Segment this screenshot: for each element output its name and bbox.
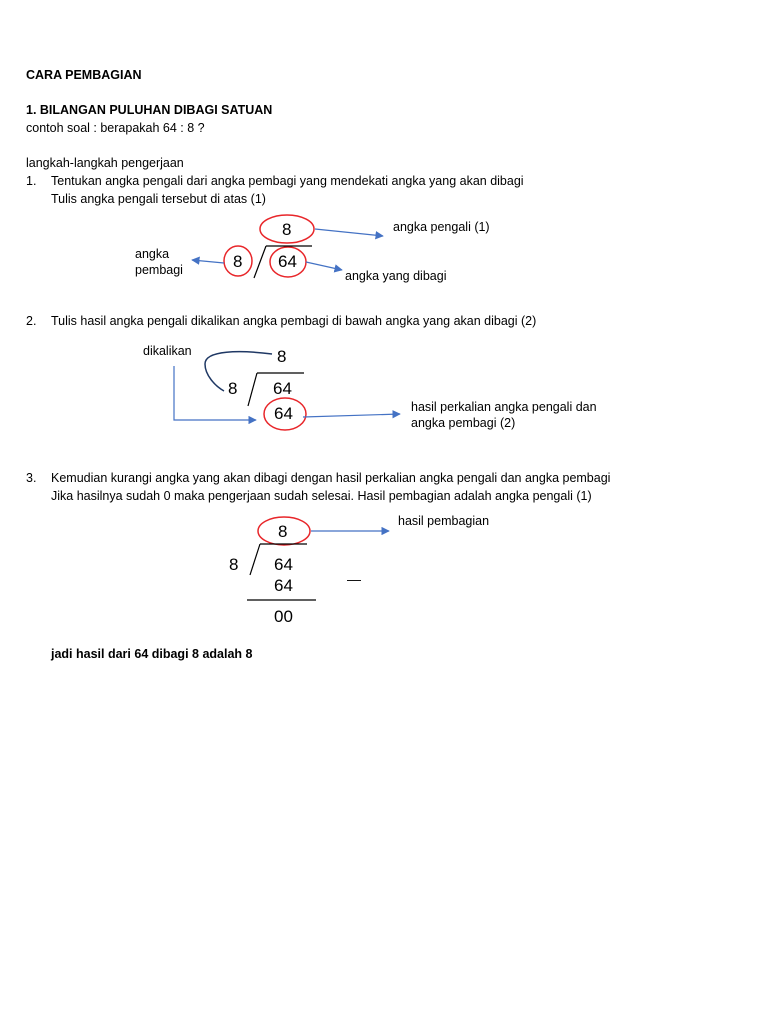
- step3-quotient: 8: [278, 522, 288, 541]
- step2-number: 2.: [26, 314, 37, 328]
- step2-quotient: 8: [277, 347, 287, 366]
- label-dividend: angka yang dibagi: [345, 269, 447, 283]
- step1-number: 1.: [26, 174, 37, 188]
- step3-product: 64: [274, 576, 293, 595]
- division-bar-step2: [248, 373, 257, 406]
- step3-dividend: 64: [274, 555, 293, 574]
- step3-divisor: 8: [229, 555, 239, 574]
- step3-line1: Kemudian kurangi angka yang akan dibagi dengan hasil perkalian angka pengali dan angka pembagi: [51, 471, 611, 485]
- label-product-line2: angka pembagi (2): [411, 416, 516, 430]
- step2-dividend: 64: [273, 379, 292, 398]
- label-product-line1: hasil perkalian angka pengali dan: [411, 400, 597, 414]
- step1-line1: Tentukan angka pengali dari angka pembagi yang mendekati angka yang akan dibagi: [51, 174, 524, 188]
- label-multiplied: dikalikan: [143, 344, 192, 358]
- step3-remainder: 00: [274, 607, 293, 626]
- step1-line2: Tulis angka pengali tersebut di atas (1): [51, 192, 266, 206]
- arrow-multiplied: [174, 366, 256, 420]
- step1-quotient: 8: [282, 220, 292, 239]
- arrow-multiplier: [315, 229, 383, 236]
- step3-number: 3.: [26, 471, 37, 485]
- division-bar-step1: [254, 246, 266, 278]
- minus-sign: —: [347, 571, 361, 587]
- label-multiplier: angka pengali (1): [393, 220, 490, 234]
- step2-line1: Tulis hasil angka pengali dikalikan angka pembagi di bawah angka yang akan dibagi (2): [51, 314, 537, 328]
- arrow-dividend: [306, 262, 342, 270]
- section-title: 1. BILANGAN PULUHAN DIBAGI SATUAN: [26, 103, 273, 117]
- example-question: contoh soal : berapakah 64 : 8 ?: [26, 121, 205, 135]
- multiply-curve: [205, 352, 272, 391]
- steps-intro: langkah-langkah pengerjaan: [26, 156, 184, 170]
- label-divisor-line1: angka: [135, 247, 170, 261]
- label-result: hasil pembagian: [398, 514, 490, 528]
- conclusion: jadi hasil dari 64 dibagi 8 adalah 8: [51, 647, 253, 661]
- step2-divisor: 8: [228, 379, 238, 398]
- step2-product: 64: [274, 404, 293, 423]
- arrow-product: [303, 414, 400, 417]
- division-bar-step3: [250, 544, 260, 575]
- document-heading: CARA PEMBAGIAN: [26, 68, 142, 82]
- label-divisor-line2: pembagi: [135, 263, 183, 277]
- arrow-divisor: [192, 260, 224, 263]
- step1-divisor: 8: [233, 252, 243, 271]
- step3-line2: Jika hasilnya sudah 0 maka pengerjaan sudah selesai. Hasil pembagian adalah angka pengali (1): [51, 489, 592, 503]
- step1-dividend: 64: [278, 252, 297, 271]
